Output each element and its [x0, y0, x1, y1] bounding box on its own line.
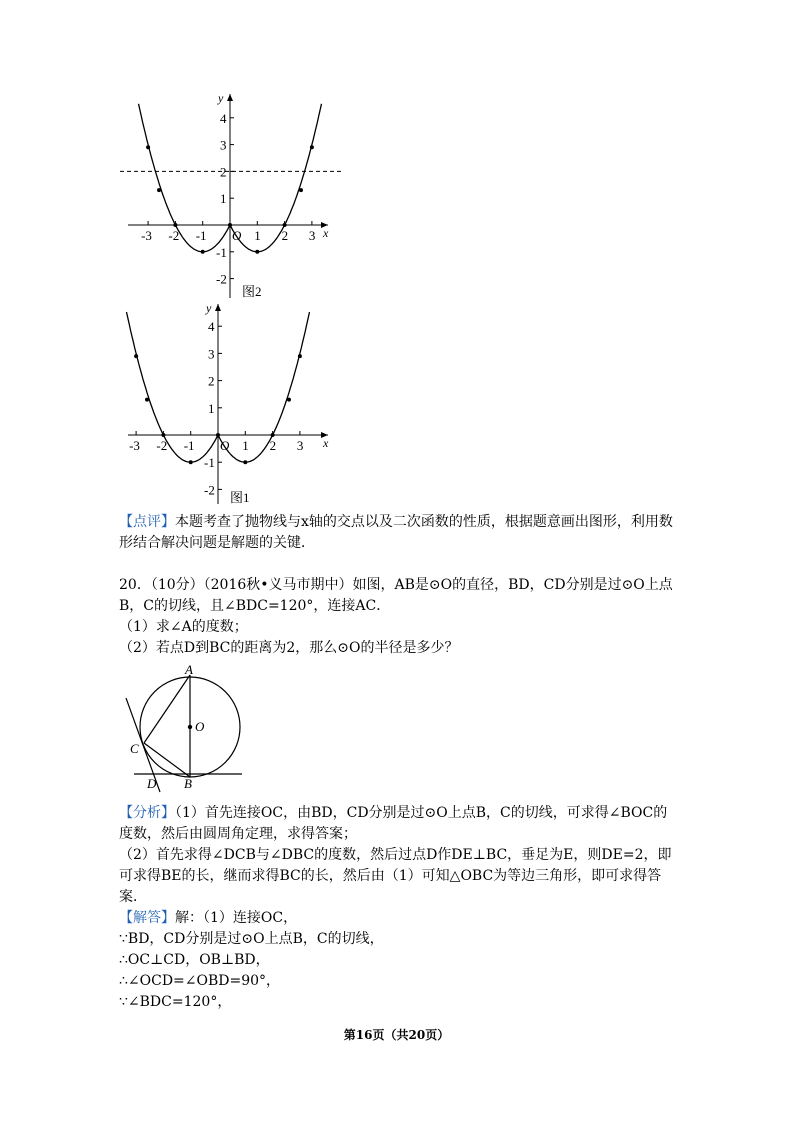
- x-tick-label: 2: [269, 438, 277, 453]
- data-point: [287, 398, 291, 402]
- analysis-part-1: （1）首先连接OC，由BD，CD分别是过⊙O上点B，C的切线，可求得∠BOC的度数，然后由圆周角定理，求得答案；: [119, 805, 668, 842]
- data-point: [189, 460, 193, 464]
- solution-line-5: ∵∠BDC=120°，: [119, 994, 232, 1010]
- x-tick-label: 1: [242, 438, 249, 453]
- solution-tag: 【解答】: [119, 910, 175, 926]
- origin-label: O: [232, 228, 242, 243]
- data-point: [298, 354, 302, 358]
- data-point: [255, 250, 259, 254]
- figure-caption: 图2: [242, 284, 262, 299]
- y-tick-label: -1: [204, 455, 215, 471]
- data-point: [134, 354, 138, 358]
- y-tick-label: 2: [220, 164, 227, 180]
- x-tick-label: -3: [129, 438, 140, 453]
- problem-statement: 20．（10分）（2016秋•义马市期中）如图，AB是⊙O的直径，BD，CD分别是过⊙O上点B，C的切线，且∠BDC=120°，连接AC．: [119, 577, 673, 614]
- x-tick-label: 3: [308, 228, 316, 243]
- analysis-tag: 【分析】: [119, 805, 175, 821]
- solution-line-3: ∴OC⊥CD，OB⊥BD，: [119, 952, 270, 968]
- label-O: O: [195, 719, 205, 734]
- data-point: [243, 460, 247, 464]
- analysis-part-2: （2）首先求得∠DCB与∠DBC的度数，然后过点D作DE⊥BC，垂足为E，则DE=2，即可求得BE的长，继而求得BC的长，然后由（1）可知△OBC为等边三角形，即可求得答案．: [119, 847, 672, 905]
- x-axis-label: x: [323, 226, 329, 240]
- data-point: [310, 145, 314, 149]
- data-point: [201, 250, 205, 254]
- x-tick-label: -1: [183, 438, 195, 453]
- label-D: D: [147, 776, 157, 791]
- y-tick-label: 2: [208, 373, 215, 389]
- solution-line-2: ∵BD，CD分别是过⊙O上点B，C的切线，: [119, 931, 384, 947]
- label-B: B: [184, 776, 192, 791]
- comment-text: 本题考查了抛物线与x轴的交点以及二次函数的性质，根据题意画出图形，利用数形结合解决问题是解题的关键．: [119, 514, 673, 551]
- data-point: [161, 433, 165, 437]
- y-axis-arrow: [215, 304, 221, 311]
- solution-line-4: ∴∠OCD=∠OBD=90°，: [119, 973, 281, 989]
- data-point: [157, 188, 161, 192]
- data-point: [173, 223, 177, 227]
- y-tick-label: 4: [220, 110, 227, 126]
- x-tick-label: -1: [195, 228, 207, 243]
- data-point: [228, 223, 232, 227]
- x-tick-label: -3: [141, 228, 152, 243]
- figure-1-graph: [110, 298, 350, 510]
- analysis-block: [119, 803, 679, 908]
- x-tick-label: -2: [168, 228, 180, 243]
- origin-label: O: [220, 438, 230, 453]
- figure-caption: 图1: [230, 490, 250, 505]
- question-2: （2）若点D到BC的距离为2，那么⊙O的半径是多少？: [119, 640, 459, 656]
- data-point: [271, 433, 275, 437]
- data-point: [145, 398, 149, 402]
- data-point: [146, 145, 150, 149]
- data-point: [299, 188, 303, 192]
- x-tick-label: 3: [296, 438, 304, 453]
- comment-paragraph: [119, 512, 679, 554]
- solution-line-1: 解：（1）连接OC，: [175, 910, 298, 926]
- y-axis-arrow: [227, 94, 233, 101]
- label-C: C: [130, 741, 139, 756]
- comment-tag: 【点评】: [119, 514, 175, 530]
- page-footer: 第16页（共20页）: [343, 1028, 450, 1042]
- problem-block: [119, 575, 679, 659]
- y-tick-label: 4: [208, 319, 215, 335]
- y-axis-label: y: [218, 91, 224, 105]
- data-point: [283, 223, 287, 227]
- x-axis-label: x: [323, 436, 329, 450]
- y-tick-label: -2: [204, 482, 215, 498]
- solution-block: [119, 908, 679, 1013]
- y-tick-label: 1: [220, 191, 227, 207]
- x-tick-label: -2: [156, 438, 168, 453]
- circle-tangent-figure: [118, 660, 248, 795]
- y-tick-label: 3: [208, 346, 215, 362]
- x-tick-label: 1: [254, 228, 261, 243]
- y-axis-label: y: [206, 301, 212, 315]
- x-tick-label: 2: [281, 228, 289, 243]
- y-tick-label: 1: [208, 400, 215, 416]
- label-A: A: [185, 662, 193, 677]
- figure-2-graph: [110, 88, 350, 308]
- y-tick-label: 3: [220, 137, 227, 153]
- data-point: [216, 433, 220, 437]
- y-tick-label: -1: [216, 244, 227, 260]
- y-tick-label: -2: [216, 271, 227, 287]
- question-1: （1）求∠A的度数；: [119, 619, 248, 635]
